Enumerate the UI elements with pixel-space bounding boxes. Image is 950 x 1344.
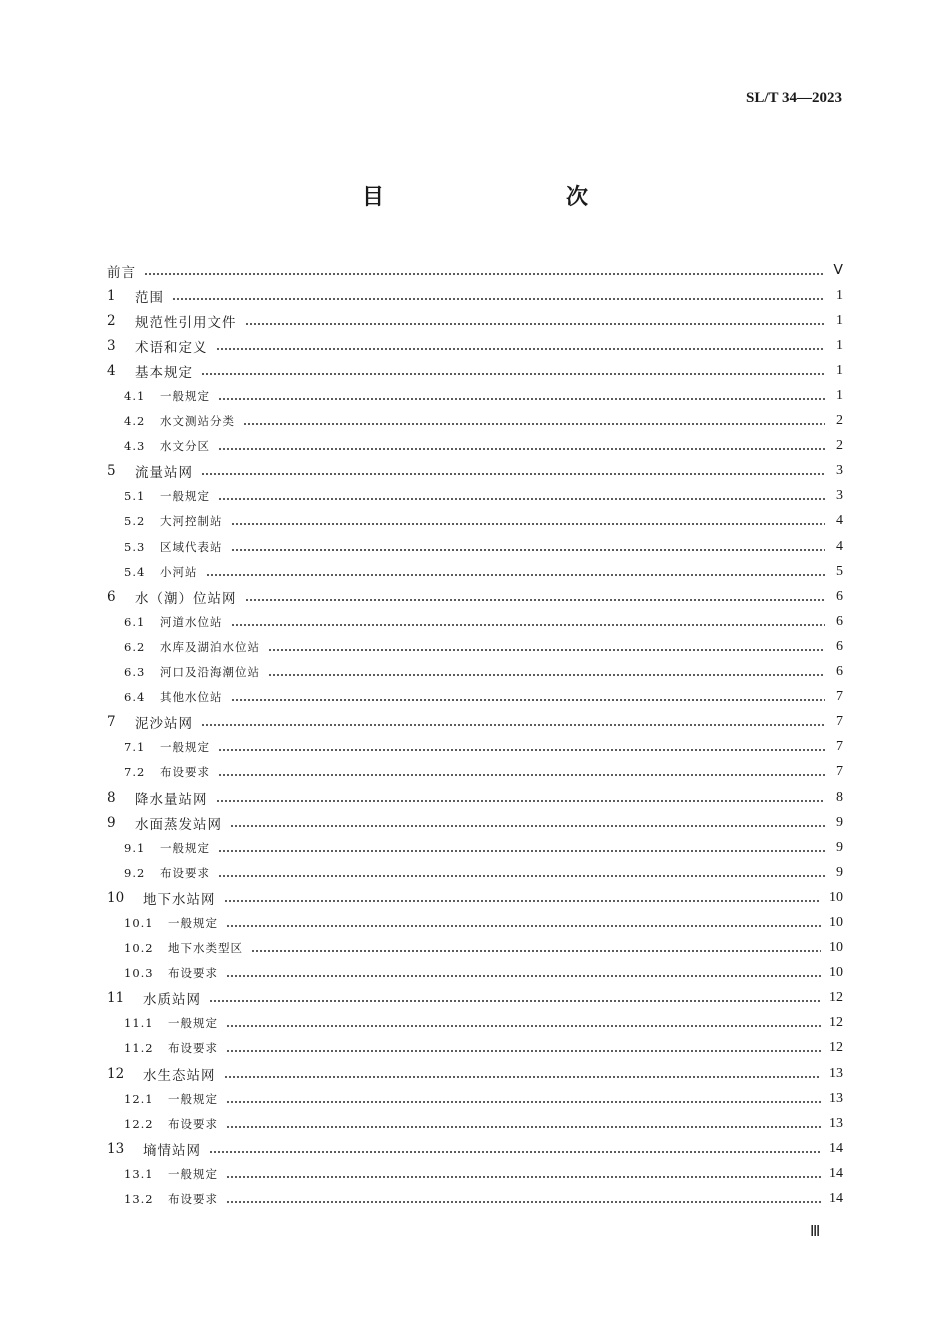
dot-leader <box>226 966 821 980</box>
toc-entry-number: 11.1 <box>124 1016 154 1031</box>
toc-entry-label: 降水量站网 <box>135 791 208 808</box>
toc-entry-number: 8 <box>107 789 116 806</box>
toc-entry-page: 4 <box>836 538 843 554</box>
toc-entry-page: 1 <box>836 312 843 328</box>
toc-entry-page: 4 <box>836 513 843 529</box>
toc-entry-page: 1 <box>836 388 843 404</box>
dot-leader <box>226 916 821 930</box>
toc-entry-page: 9 <box>836 839 843 855</box>
toc-entry[interactable] <box>107 986 843 1011</box>
dot-leader <box>209 991 821 1005</box>
toc-entry-number: 6.4 <box>124 690 146 705</box>
toc-entry-label: 一般规定 <box>168 915 218 930</box>
toc-entry-page: 8 <box>836 789 843 805</box>
toc-entry-label: 规范性引用文件 <box>135 314 237 331</box>
toc-entry-page: 6 <box>836 664 843 680</box>
toc-entry-page: 2 <box>836 413 843 429</box>
toc-entry-number: 4 <box>107 362 116 379</box>
toc-entry-label: 水生态站网 <box>143 1067 216 1084</box>
toc-entry-page: 7 <box>836 689 843 705</box>
toc-entry[interactable] <box>107 885 843 910</box>
dot-leader <box>245 590 826 604</box>
standard-code: SL/T 34—2023 <box>746 90 842 106</box>
toc-entry-number: 10.2 <box>124 941 154 956</box>
toc-entry-page: 6 <box>836 588 843 604</box>
toc-entry-page: 2 <box>836 438 843 454</box>
toc-entry-page: 6 <box>836 613 843 629</box>
toc-entry-number: 1 <box>107 287 116 304</box>
page-title: 目 次 <box>361 185 634 210</box>
toc-entry-label: 一般规定 <box>168 1016 218 1031</box>
dot-leader <box>243 414 825 428</box>
toc-entry-label: 泥沙站网 <box>135 716 193 733</box>
toc-entry-label: 布设要求 <box>168 1192 218 1207</box>
toc-entry-number: 9.1 <box>124 840 146 855</box>
dot-leader <box>218 439 825 453</box>
toc-entry-label: 河口及沿海潮位站 <box>160 665 260 680</box>
toc-entry-number: 10.3 <box>124 966 154 981</box>
toc-entry[interactable] <box>107 358 843 383</box>
toc-subentry[interactable] <box>107 1111 843 1136</box>
toc-entry-label: 一般规定 <box>168 1166 218 1181</box>
toc-subentry[interactable] <box>107 1186 843 1211</box>
toc-entry[interactable] <box>107 710 843 735</box>
toc-entry-number: 4.1 <box>124 389 146 404</box>
toc-entry-page: 9 <box>836 864 843 880</box>
dot-leader <box>216 339 826 353</box>
toc-entry-number: 7.2 <box>124 765 146 780</box>
toc-entry-label: 水面蒸发站网 <box>135 816 222 833</box>
toc-subentry[interactable] <box>107 1086 843 1111</box>
toc-entry-label: 地下水类型区 <box>168 941 243 956</box>
toc-entry-number: 2 <box>107 312 116 329</box>
toc-subentry[interactable] <box>107 1011 843 1036</box>
toc-entry-page: 5 <box>836 563 843 579</box>
toc-entry-label: 布设要求 <box>168 1116 218 1131</box>
dot-leader <box>268 640 825 654</box>
toc-entry-label: 术语和定义 <box>135 339 208 356</box>
toc-entry-number: 5.3 <box>124 539 146 554</box>
dot-leader <box>224 1067 822 1081</box>
toc-entry-page: 14 <box>829 1165 843 1181</box>
toc-entry-label: 布设要求 <box>160 865 210 880</box>
dot-leader <box>144 264 825 278</box>
toc-subentry[interactable] <box>107 509 843 534</box>
toc-entry-label: 前言 <box>107 264 136 281</box>
dot-leader <box>218 389 825 403</box>
toc-entry-label: 区域代表站 <box>160 539 223 554</box>
toc-entry-number: 12.2 <box>124 1116 154 1131</box>
toc-entry-page: 3 <box>836 463 843 479</box>
dot-leader <box>226 1167 821 1181</box>
toc-entry-number: 3 <box>107 337 116 354</box>
toc-subentry[interactable] <box>107 961 843 986</box>
toc-entry-label: 水文测站分类 <box>160 414 235 429</box>
toc-entry-page: 10 <box>829 914 843 930</box>
toc-entry-number: 10.1 <box>124 915 154 930</box>
toc-subentry[interactable] <box>107 1161 843 1186</box>
toc-entry-number: 10 <box>107 889 125 906</box>
toc-entry-number: 7 <box>107 714 116 731</box>
toc-entry-label: 水库及湖泊水位站 <box>160 639 260 654</box>
dot-leader <box>226 1092 821 1106</box>
toc-entry-number: 9.2 <box>124 865 146 880</box>
toc-entry[interactable] <box>107 459 843 484</box>
toc-entry-number: 6 <box>107 588 116 605</box>
toc-entry-label: 一般规定 <box>160 740 210 755</box>
toc-entry-page: 6 <box>836 638 843 654</box>
dot-leader <box>226 1117 821 1131</box>
toc-entry[interactable] <box>107 810 843 835</box>
dot-leader <box>230 816 825 830</box>
toc-entry-page: 12 <box>829 1015 843 1031</box>
toc-entry-number: 13.2 <box>124 1192 154 1207</box>
toc-entry-number: 6.3 <box>124 665 146 680</box>
toc-entry-label: 大河控制站 <box>160 514 223 529</box>
toc-entry-label: 地下水站网 <box>143 891 216 908</box>
toc-entry-page: 1 <box>836 287 843 303</box>
dot-leader <box>231 615 826 629</box>
dot-leader <box>209 1142 821 1156</box>
toc-subentry[interactable] <box>107 835 843 860</box>
toc-entry-page: 9 <box>836 814 843 830</box>
toc-entry-number: 5.1 <box>124 489 146 504</box>
toc-entry-page: 13 <box>829 1090 843 1106</box>
toc-subentry[interactable] <box>107 760 843 785</box>
dot-leader <box>251 941 821 955</box>
toc-entry-label: 水文分区 <box>160 439 210 454</box>
toc-entry-label: 墒情站网 <box>143 1142 201 1159</box>
toc-entry-label: 水质站网 <box>143 992 201 1009</box>
toc-entry-page: 7 <box>836 764 843 780</box>
toc-entry-page: Ⅴ <box>833 263 843 279</box>
toc-subentry[interactable] <box>107 559 843 584</box>
toc-entry-number: 5 <box>107 463 116 480</box>
toc-entry-label: 布设要求 <box>160 765 210 780</box>
toc-entry-page: 1 <box>836 337 843 353</box>
toc-entry-number: 7.1 <box>124 740 146 755</box>
toc-entry-label: 范围 <box>135 289 164 306</box>
toc-entry-page: 3 <box>836 488 843 504</box>
toc-subentry[interactable] <box>107 609 843 634</box>
toc-entry-number: 4.3 <box>124 439 146 454</box>
toc-entry-label: 小河站 <box>160 564 198 579</box>
toc-entry-label: 其他水位站 <box>160 690 223 705</box>
toc-entry-page: 14 <box>829 1140 843 1156</box>
dot-leader <box>226 1016 821 1030</box>
dot-leader <box>218 489 825 503</box>
toc-entry[interactable] <box>107 785 843 810</box>
toc-entry-label: 一般规定 <box>160 389 210 404</box>
toc-subentry[interactable] <box>107 634 843 659</box>
dot-leader <box>201 715 825 729</box>
dot-leader <box>231 540 826 554</box>
toc-entry[interactable] <box>107 258 843 283</box>
toc-entry[interactable] <box>107 584 843 609</box>
dot-leader <box>216 791 826 805</box>
toc-entry-page: 13 <box>829 1065 843 1081</box>
toc-entry-number: 13 <box>107 1140 125 1157</box>
toc-entry[interactable] <box>107 333 843 358</box>
toc-entry-label: 一般规定 <box>160 840 210 855</box>
toc-entry-page: 10 <box>829 889 843 905</box>
toc-entry[interactable] <box>107 1136 843 1161</box>
toc-subentry[interactable] <box>107 685 843 710</box>
toc-entry-number: 12 <box>107 1065 125 1082</box>
page-number: Ⅲ <box>810 1224 821 1240</box>
dot-leader <box>201 464 825 478</box>
toc-entry-number: 6.2 <box>124 639 146 654</box>
toc-entry-label: 水（潮）位站网 <box>135 590 237 607</box>
toc-subentry[interactable] <box>107 484 843 509</box>
toc-entry-label: 一般规定 <box>168 1091 218 1106</box>
toc-subentry[interactable] <box>107 409 843 434</box>
toc-entry[interactable] <box>107 1061 843 1086</box>
toc-entry-page: 14 <box>829 1191 843 1207</box>
toc-entry-page: 7 <box>836 714 843 730</box>
toc-subentry[interactable] <box>107 434 843 459</box>
dot-leader <box>231 514 826 528</box>
toc-entry-number: 6.1 <box>124 614 146 629</box>
dot-leader <box>224 891 822 905</box>
dot-leader <box>226 1192 821 1206</box>
dot-leader <box>226 1041 821 1055</box>
dot-leader <box>245 314 826 328</box>
dot-leader <box>206 565 826 579</box>
dot-leader <box>172 289 825 303</box>
toc-entry-label: 布设要求 <box>168 1041 218 1056</box>
toc-entry-label: 基本规定 <box>135 364 193 381</box>
toc-entry[interactable] <box>107 308 843 333</box>
toc-subentry[interactable] <box>107 735 843 760</box>
dot-leader <box>231 690 826 704</box>
toc-entry[interactable] <box>107 283 843 308</box>
toc-entry-page: 10 <box>829 965 843 981</box>
toc-entry-number: 5.4 <box>124 564 146 579</box>
toc-entry-number: 5.2 <box>124 514 146 529</box>
dot-leader <box>218 866 825 880</box>
table-of-contents <box>107 258 843 1212</box>
toc-entry-label: 流量站网 <box>135 465 193 482</box>
toc-entry-page: 12 <box>829 1040 843 1056</box>
dot-leader <box>268 665 825 679</box>
toc-entry-page: 7 <box>836 739 843 755</box>
toc-subentry[interactable] <box>107 383 843 408</box>
dot-leader <box>218 765 825 779</box>
toc-entry-page: 12 <box>829 990 843 1006</box>
toc-subentry[interactable] <box>107 1036 843 1061</box>
toc-entry-page: 13 <box>829 1115 843 1131</box>
toc-entry-number: 13.1 <box>124 1166 154 1181</box>
dot-leader <box>201 364 825 378</box>
toc-subentry[interactable] <box>107 936 843 961</box>
toc-entry-label: 河道水位站 <box>160 614 223 629</box>
dot-leader <box>218 740 825 754</box>
toc-entry-number: 9 <box>107 814 116 831</box>
toc-entry-number: 11 <box>107 990 125 1007</box>
toc-subentry[interactable] <box>107 910 843 935</box>
toc-subentry[interactable] <box>107 534 843 559</box>
toc-entry-number: 12.1 <box>124 1091 154 1106</box>
toc-entry-page: 1 <box>836 362 843 378</box>
toc-entry-label: 布设要求 <box>168 966 218 981</box>
toc-entry-page: 10 <box>829 940 843 956</box>
dot-leader <box>218 841 825 855</box>
toc-entry-number: 11.2 <box>124 1041 154 1056</box>
toc-subentry[interactable] <box>107 860 843 885</box>
toc-entry-number: 4.2 <box>124 414 146 429</box>
toc-entry-label: 一般规定 <box>160 489 210 504</box>
toc-subentry[interactable] <box>107 660 843 685</box>
